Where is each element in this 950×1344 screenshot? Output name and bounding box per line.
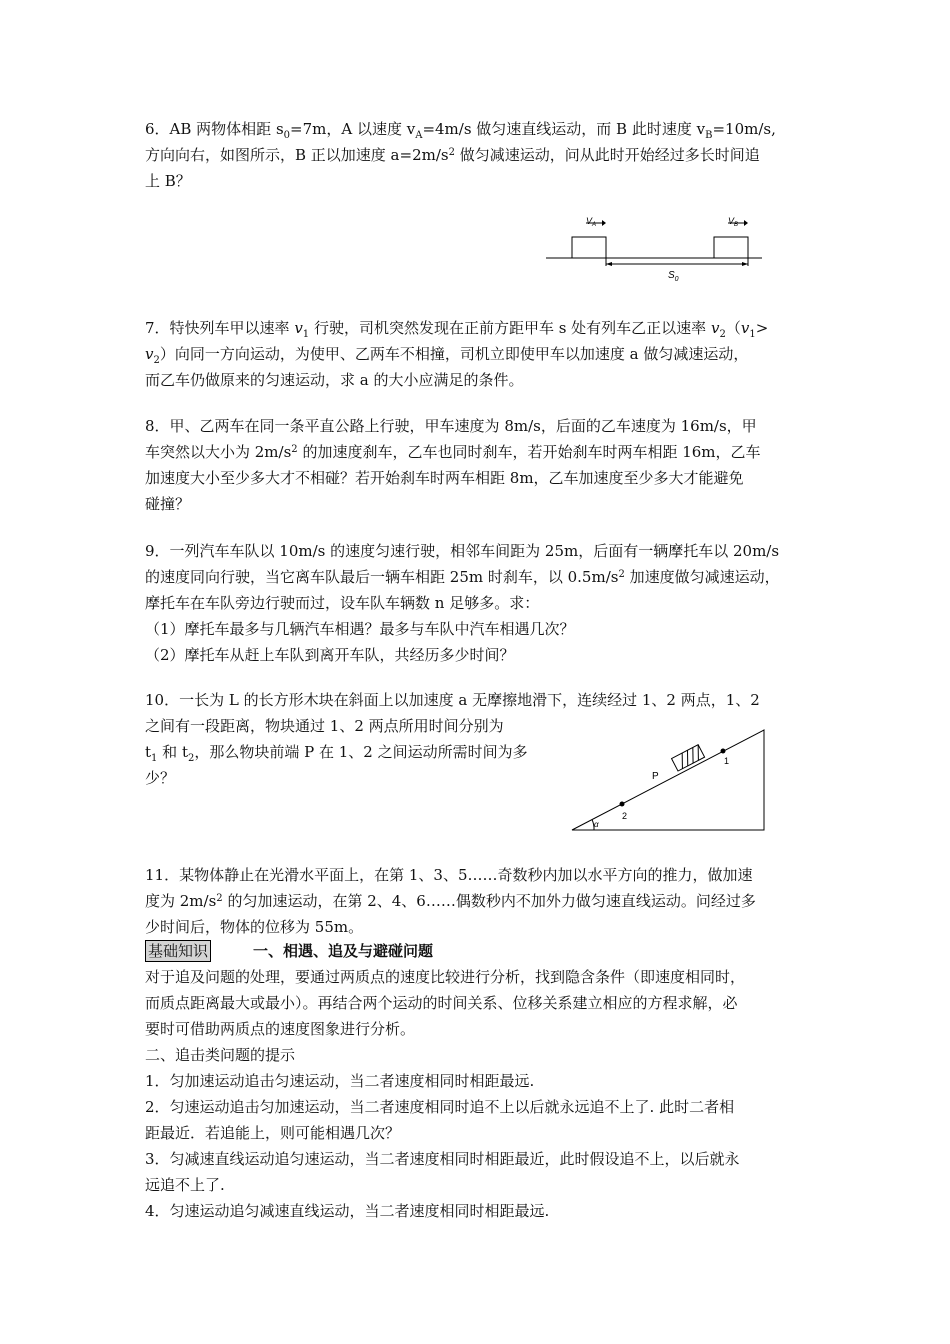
point-1-label: 1	[724, 756, 730, 766]
point-2-label: 2	[622, 811, 628, 821]
s0-label: $S_0$	[668, 270, 679, 283]
q6-figure	[540, 210, 770, 285]
sliding-block	[672, 745, 705, 771]
q10-figure	[566, 724, 780, 836]
question-10: 10．一长为 L 的长方形木块在斜面上以加速度 a 无摩擦地滑下，连续经过 1、2 两点，1、2 之间有一段距离，物块通过 1、2 两点所用时间分别为 $t_1$ 和 $t_2$，那么物块前端 P 在 1、2 之间运动所需时间为多 少？	[145, 691, 760, 787]
question-8: 8．甲、乙两车在同一条平直公路上行驶，甲车速度为 8m/s，后面的乙车速度为 16m/s，甲 车突然以大小为 $2m/s^2$ 的加速度刹车，乙车也同时刹车，若开始刹车时两车相距 16m，乙车 加速度大小至少多大才不相碰？若开始刹车时两车相距 8m，乙车加速度至少多大才能避免 碰撞？	[145, 417, 761, 513]
question-6: 6．AB 两物体相距 $s_0=7m$，A 以速度 $v_A=4m/s$ 做匀速直线运动，而 B 此时速度 $v_B=10m/s$, 方向向右，如图所示，B 正以加速度 $a=2m/s^2$ 做匀减速运动，问从此时开始经过多长时间追 上 B？	[145, 120, 776, 190]
section-2-heading: 二、追击类问题的提示	[145, 1046, 296, 1064]
point-2	[620, 802, 625, 807]
p-label: P	[652, 771, 659, 782]
angle-label: α	[594, 820, 599, 829]
point-1	[721, 749, 726, 754]
basics-tag: 基础知识	[145, 940, 211, 962]
question-9: 9．一列汽车车队以 10m/s 的速度匀速行驶，相邻车间距为 25m，后面有一辆摩托车以 20m/s 的速度同向行驶，当它离车队最后一辆车相距 25m 时刹车，以 $0.5m/s^2$ 加速度做匀减速运动， 摩托车在车队旁边行驶而过，设车队车辆数 n 足够多。求： （1）摩托车最多与几辆汽车相遇？最多与车队中汽车相遇几次？ （2）摩托车从赶上车队到离开车队，共经历多少时间？	[145, 542, 780, 664]
question-11: 11．某物体静止在光滑水平面上，在第 1、3、5……奇数秒内加以水平方向的推力，做加速 度为 $2m/s^2$ 的匀加速运动，在第 2、4、6……偶数秒内不加外力做匀速直线运动。问经过多 少时间后，物体的位移为 55m。	[145, 866, 756, 936]
incline-triangle	[572, 730, 764, 830]
question-7: 7．特快列车甲以速率 $v_1$ 行驶，司机突然发现在正前方距甲车 s 处有列车乙正以速率 $v_2(v_1>$ $v_2$）向同一方向运动，为使甲、乙两车不相撞，司机立即使甲车以加速度 a 做匀减速运动， 而乙车仍做原来的匀速运动，求 a 的大小应满足的条件。	[145, 319, 769, 389]
va-label: $V_A$	[586, 216, 597, 228]
basics-section: 基础知识 一、相遇、追及与避碰问题 对于追及问题的处理，要通过两质点的速度比较进行分析，找到隐含条件（即速度相同时， 而质点距离最大或最小）。再结合两个运动的时间关系、位移关系建立相应的方程求解，必 要时可借助两质点的速度图象进行分析。 二、追击类问题的提示 1．匀加速运动追击匀速运动，当二者速度相同时相距最远. 2．匀速运动追击匀加速运动，当二者速度相同时追不上以后就永远追不上了. 此时二者相 距最近．若追能上，则可能相遇几次？ 3．匀减速直线运动追匀速运动，当二者速度相同时相距最近，此时假设追不上，以后就永 远追不上了. 4．匀速运动追匀减速直线运动，当二者速度相同时相距最远.	[145, 938, 810, 1224]
vb-label: $V_B$	[728, 216, 739, 228]
block-b	[714, 237, 748, 258]
section-1-heading: 一、相遇、追及与避碰问题	[253, 942, 434, 960]
block-a	[572, 237, 606, 258]
